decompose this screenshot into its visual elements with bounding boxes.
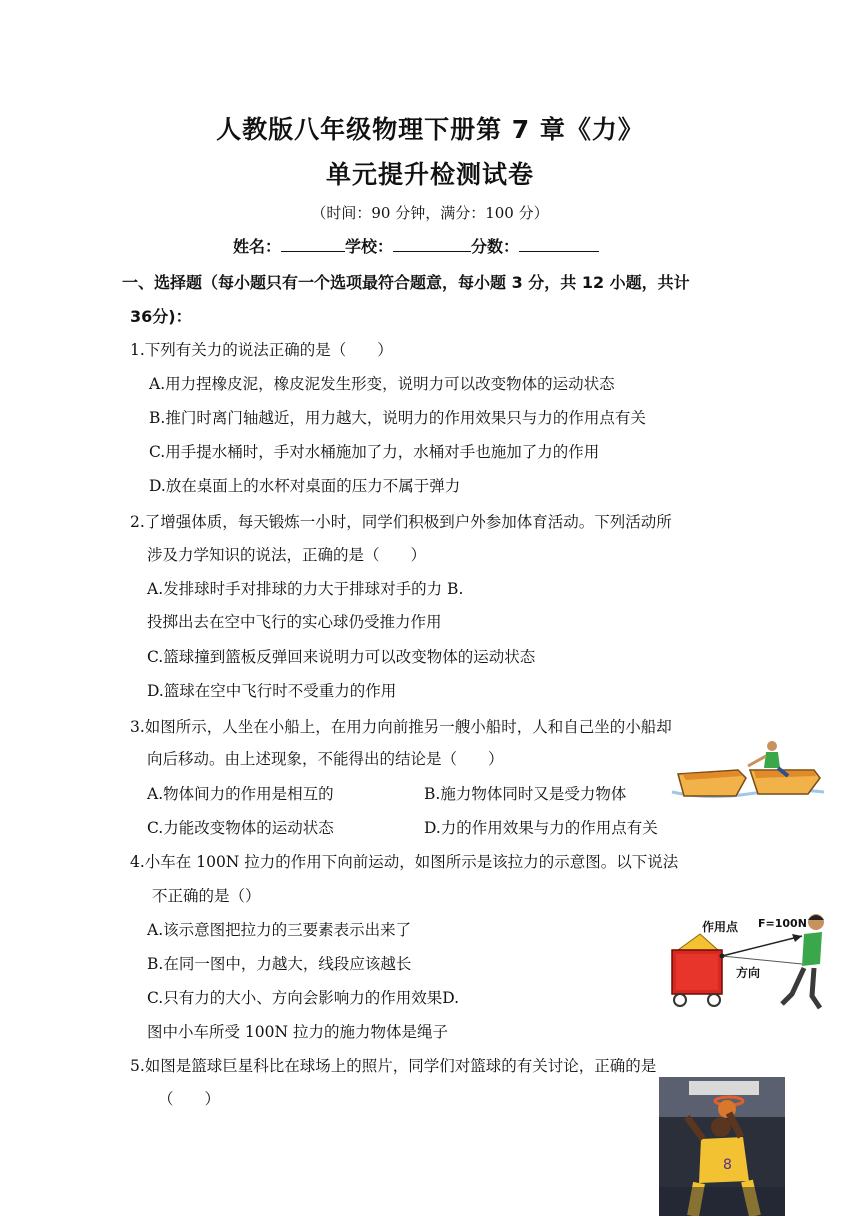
cart-pull-figure xyxy=(662,912,832,1016)
section1-heading-line1: 一、选择题（每小题只有一个选项最符合题意，每小题 3 分，共 12 小题，共计 xyxy=(122,273,690,292)
fig-label-direction: 方向 xyxy=(736,966,761,980)
name-blank xyxy=(281,236,345,252)
q4-option-d: 图中小车所受 100N 拉力的施力物体是绳子 xyxy=(147,1023,449,1041)
exam-subtitle: （时间：90 分钟，满分：100 分） xyxy=(311,204,549,222)
q5-paren: （ ） xyxy=(158,1090,221,1108)
name-label: 姓名： xyxy=(233,237,282,256)
q1-option-d: D.放在桌面上的水杯对桌面的压力不属于弹力 xyxy=(149,477,461,495)
exam-title-line2: 单元提升检测试卷 xyxy=(325,160,534,189)
q1-option-b: B.推门时离门轴越近，用力越大，说明力的作用效果只与力的作用点有关 xyxy=(149,409,646,427)
section1-heading-line2: 36分)： xyxy=(130,307,192,326)
fig-label-point: 作用点 xyxy=(702,920,739,934)
q4-option-c: C.只有力的大小、方向会影响力的作用效果D. xyxy=(147,989,460,1007)
q2-stem-line2: 涉及力学知识的说法，正确的是（ ） xyxy=(147,546,427,564)
school-label: 学校： xyxy=(345,237,394,256)
q5-stem: 5.如图是篮球巨星科比在球场上的照片，同学们对篮球的有关讨论，正确的是 xyxy=(130,1057,657,1075)
q3-option-b: B.施力物体同时又是受力物体 xyxy=(424,785,627,803)
q3-stem-line1: 3.如图所示，人坐在小船上，在用力向前推另一艘小船时，人和自己坐的小船却 xyxy=(130,718,672,736)
q2-option-c: C.篮球撞到篮板反弹回来说明力可以改变物体的运动状态 xyxy=(147,648,536,666)
school-blank xyxy=(393,236,471,252)
q2-stem-line1: 2.了增强体质，每天锻炼一小时，同学们积极到户外参加体育活动。下列活动所 xyxy=(130,513,672,531)
q4-stem-line1: 4.小车在 100N 拉力的作用下向前运动，如图所示是该拉力的示意图。以下说法 xyxy=(130,853,679,871)
q3-option-c: C.力能改变物体的运动状态 xyxy=(147,819,334,837)
q2-option-b: 投掷出去在空中飞行的实心球仍受推力作用 xyxy=(147,613,442,631)
fig-label-force: F=100N xyxy=(758,917,807,930)
info-line xyxy=(233,234,599,257)
q4-option-a: A.该示意图把拉力的三要素表示出来了 xyxy=(147,921,412,939)
q2-option-a: A.发排球时手对排球的力大于排球对手的力 B. xyxy=(147,580,464,598)
q2-option-d: D.篮球在空中飞行时不受重力的作用 xyxy=(147,682,397,700)
basketball-photo xyxy=(659,1077,785,1216)
jersey-number: 8 xyxy=(723,1157,732,1173)
q1-option-a: A.用力捏橡皮泥，橡皮泥发生形变，说明力可以改变物体的运动状态 xyxy=(149,375,615,393)
score-label: 分数： xyxy=(471,237,520,256)
q4-option-b: B.在同一图中，力越大，线段应该越长 xyxy=(147,955,412,973)
q3-option-a: A.物体间力的作用是相互的 xyxy=(147,785,334,803)
q3-stem-line2: 向后移动。由上述现象，不能得出的结论是（ ） xyxy=(147,750,504,768)
q4-stem-line2: 不正确的是（） xyxy=(152,887,261,905)
boats-figure xyxy=(668,740,828,806)
q1-option-c: C.用手提水桶时，手对水桶施加了力，水桶对手也施加了力的作用 xyxy=(149,443,600,461)
q3-option-d: D.力的作用效果与力的作用点有关 xyxy=(424,819,658,837)
score-blank xyxy=(519,236,599,252)
q1-stem: 1.下列有关力的说法正确的是（ ） xyxy=(130,341,393,359)
exam-title-line1: 人教版八年级物理下册第 7 章《力》 xyxy=(216,115,644,144)
